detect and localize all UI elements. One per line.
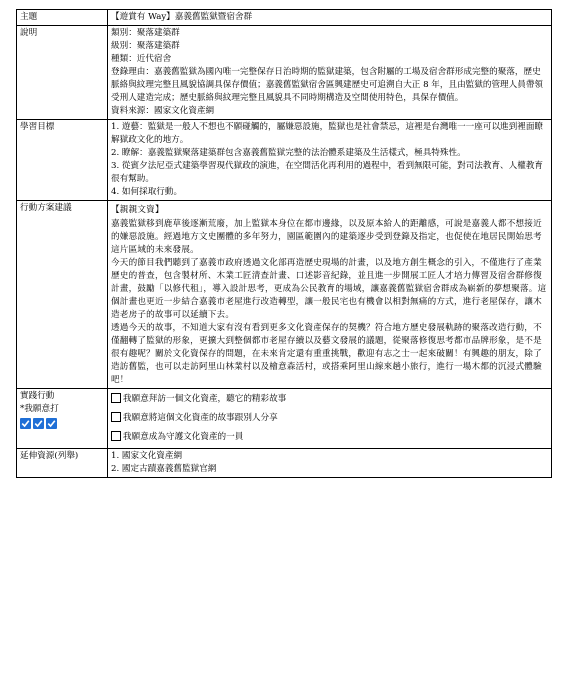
pledge-option-label: 我願意將這個文化資產的故事跟別人分享 (123, 413, 278, 423)
action-heading: 【親親文資】 (111, 205, 164, 215)
practice-label-line2: *我願意打 (20, 404, 59, 414)
row-learning-goals (17, 120, 552, 201)
tick-marks (20, 418, 104, 434)
action-paragraph: 嘉義監獄移到鹿草後逐漸荒廢，加上監獄本身位在都市邊緣，以及原本給人的距離感，可說是嘉義人都不想接近的嫌惡設施。經過地方文史團體的多年努力，園區範圍內的建築逐步受到登錄及指定，也促使在地居民開始思考這片區域的未來發展。 (111, 219, 542, 255)
desc-type: 種類：近代宿舍 (111, 54, 172, 64)
resource-item: 2. 國定古蹟嘉義舊監獄官網 (111, 464, 217, 474)
goals-content (108, 120, 552, 201)
resources-content (108, 449, 552, 478)
pledge-option-label: 我願意拜訪一個文化資產，聽它的精彩故事 (123, 394, 287, 404)
description-content (108, 26, 552, 120)
pledge-option-label: 我願意成為守護文化資產的一員 (123, 432, 244, 442)
goal-item: 4. 如何採取行動。 (111, 187, 183, 197)
title-label: 主題 (17, 10, 108, 26)
action-paragraph: 今天的節目我們聽到了嘉義市政府透過文化部再造歷史現場的計畫，以及地方創生概念的引入，不僅進行了產業歷史的普查，包含製材所、木業工匠清查計畫、口述影音紀錄，並且進一步開展工匠人才培力傳習及宿舍群修復計畫，鼓勵「以修代租」，導入設計思考，更成為公民教育的場域，讓嘉義舊監獄宿舍群成為嶄新的夢想聚落。這個計畫也更近一步結合嘉義市老屋進行改造轉型，讓一般民宅也有機會以相對無痛的方式，進行老屋保存，讓木造老房子的故事可以延續下去。 (111, 258, 547, 320)
action-paragraph: 透過今天的故事，不知道大家有沒有看到更多文化資產保存的契機？符合地方歷史發展軌跡的聚落改造行動，不僅翻轉了監獄的形象，更擴大到整個都市老屋存續以及藝文發展的議題，從聚落修復思考都市品牌形象，是不是很有趣呢？關於文化資保存的問題，在未來肯定還有重重挑戰，歡迎有志之士一起來破關！有興趣的朋友，除了造訪舊監，也可以走訪阿里山林業村以及檜意森活村，或搭乘阿里山線來趟小旅行，進行一場木都的沉浸式體驗吧！ (111, 323, 542, 385)
pledge-option[interactable] (111, 409, 548, 428)
title-value: 【遊賞有 Way】嘉義舊監獄暨宿舍群 (108, 10, 552, 26)
check-icon (46, 418, 57, 429)
desc-level: 級別：聚落建築群 (111, 41, 180, 51)
resources-label: 延伸資源(列舉) (17, 449, 108, 478)
resource-item: 1. 國家文化資產網 (111, 451, 183, 461)
practice-label (17, 389, 108, 449)
action-label: 行動方案建議 (17, 201, 108, 389)
action-content (108, 201, 552, 389)
check-icon (20, 418, 31, 429)
checkbox[interactable] (111, 412, 121, 422)
row-action-plan (17, 201, 552, 389)
row-resources (17, 449, 552, 478)
checkbox[interactable] (111, 431, 121, 441)
worksheet-table (16, 9, 552, 478)
description-label: 說明 (17, 26, 108, 120)
check-icon (33, 418, 44, 429)
desc-source: 資料來源：國家文化資產網 (111, 106, 215, 116)
pledge-option[interactable] (111, 428, 548, 447)
goals-label: 學習目標 (17, 120, 108, 201)
desc-category: 類別：聚落建築群 (111, 28, 180, 38)
goal-item: 2. 瞭解：嘉義監獄聚落建築群包含嘉義舊監獄完整的法治體系建築及生活樣式，極具特殊性。 (111, 148, 466, 158)
practice-options (108, 389, 552, 449)
goal-item: 3. 從賓夕法尼亞式建築學習現代獄政的演進，在空間活化再利用的過程中，看到無限可能，對司法教育、人權教育很有幫助。 (111, 161, 544, 184)
row-description (17, 26, 552, 120)
desc-registration-reason: 登錄理由：嘉義舊監獄為國內唯一完整保存日治時期的監獄建築，包含附屬的工場及宿舍群形成完整的聚落，歷史脈絡與紋理完整且風貌協調具保存價值；嘉義舊監獄宿舍區興建歷史可追溯自大正 8 年，且由監獄的管理人員帶領受刑人建造完成；歷史脈絡與紋理完整且風貌具不同時期構造及空間使用特色，具保存價值。 (111, 67, 544, 103)
row-title (17, 10, 552, 26)
pledge-option[interactable] (111, 390, 548, 409)
practice-label-line1: 實踐行動 (20, 391, 55, 401)
goal-item: 1. 遊藝：監獄是一般人不想也不願碰觸的，屬嫌惡設施，監獄也是社會禁忌，這裡是台灣唯一一座可以進到裡面瞭解獄政文化的地方。 (111, 122, 544, 145)
row-practice (17, 389, 552, 449)
checkbox[interactable] (111, 393, 121, 403)
